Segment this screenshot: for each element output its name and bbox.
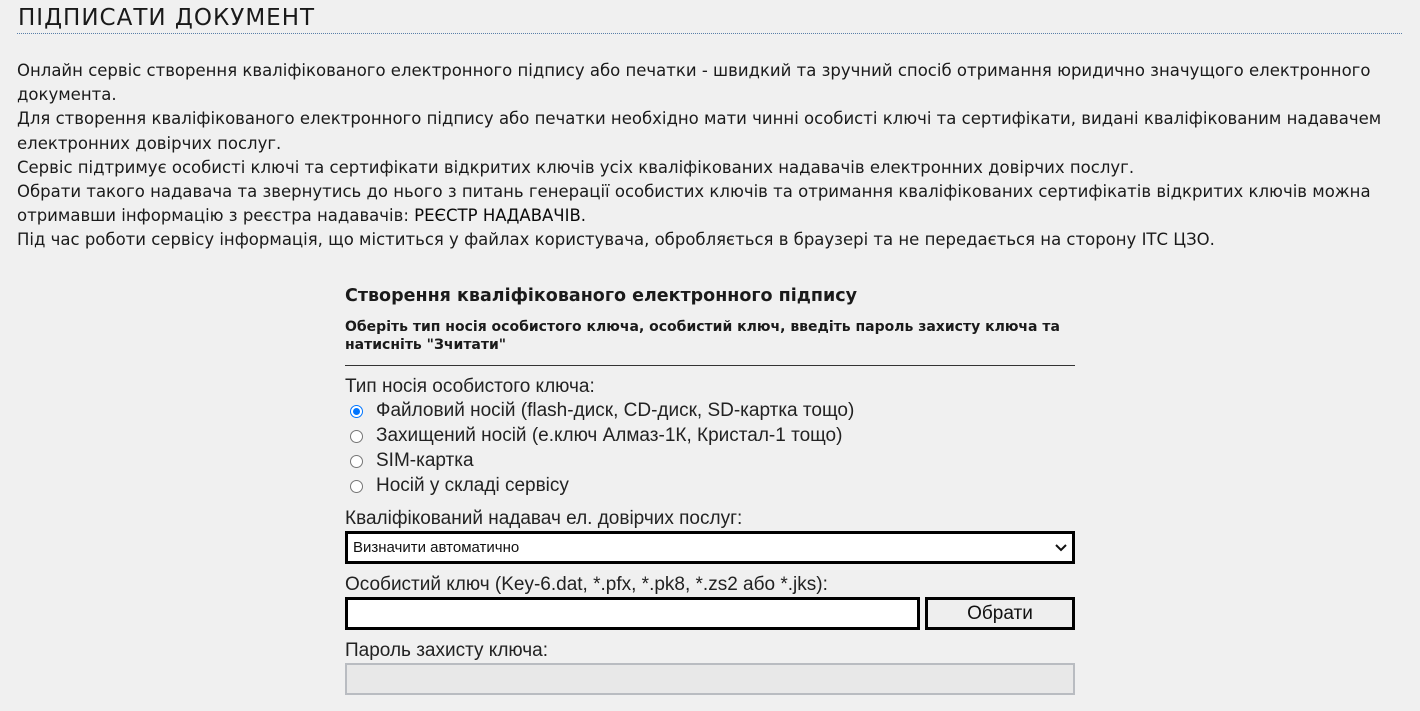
intro-paragraph: Під час роботи сервісу інформація, що міститься у файлах користувача, обробляється в браузері та не передається на сторону ІТС ЦЗО. [17,230,1215,250]
radio-label: SIM-картка [376,450,474,471]
form-instructions: Оберіть тип носія особистого ключа, особистий ключ, введіть пароль захисту ключа та натисніть "Зчитати" [345,319,1060,353]
provider-label: Кваліфікований надавач ел. довірчих послуг: [345,508,743,529]
radio-sim-card[interactable] [350,450,474,472]
radio-button-checked[interactable] [350,405,363,418]
key-file-input[interactable] [345,597,920,630]
radio-service-media[interactable] [350,475,569,497]
form-divider [345,365,1075,366]
key-media-label: Тип носія особистого ключа: [345,376,595,397]
intro-paragraph: Онлайн сервіс створення кваліфікованого електронного підпису або печатки - швидкий та зручний спосіб отримання юридично значущого електронного документа. [17,61,1371,105]
password-label: Пароль захисту ключа: [345,640,548,661]
radio-file-media[interactable] [350,400,854,422]
intro-paragraph: Сервіс підтримує особисті ключі та сертифікати відкритих ключів усіх кваліфікованих надавачів електронних довірчих послуг. [17,157,1135,177]
radio-label: Захищений носій (е.ключ Алмаз-1К, Кристал-1 тощо) [376,425,843,446]
intro-paragraph [17,180,1407,228]
intro-text [17,59,1407,253]
radio-secure-media[interactable] [350,425,842,447]
intro-paragraph: Для створення кваліфікованого електронного підпису або печатки необхідно мати чинні особисті ключі та сертифікати, видані кваліфікованим надавачем електронних довірчих послуг. [17,109,1382,153]
form-title: Створення кваліфікованого електронного підпису [345,286,858,306]
radio-label: Носій у складі сервісу [376,475,569,496]
password-field[interactable] [345,663,1075,695]
chevron-down-icon [1055,543,1067,553]
intro-paragraph-text: Обрати такого надавача та звернутись до нього з питань генерації особистих ключів та отримання кваліфікованих сертифікатів відкритих ключів можна отримавши інформацію з реєстра надавачів: [17,182,1371,226]
provider-select[interactable] [345,531,1075,564]
radio-button[interactable] [350,455,363,468]
radio-button[interactable] [350,480,363,493]
title-divider [17,33,1402,34]
key-file-label: Особистий ключ (Key-6.dat, *.pfx, *.pk8, *.zs2 або *.jks): [345,574,828,595]
provider-select-value: Визначити автоматично [353,539,520,556]
page-title: ПІДПИСАТИ ДОКУМЕНТ [18,5,316,31]
radio-label: Файловий носій (flash-диск, CD-диск, SD-картка тощо) [376,400,855,421]
choose-file-button[interactable]: Обрати [925,597,1075,630]
registry-link[interactable]: РЕЄСТР НАДАВАЧІВ. [414,206,587,226]
radio-button[interactable] [350,430,363,443]
